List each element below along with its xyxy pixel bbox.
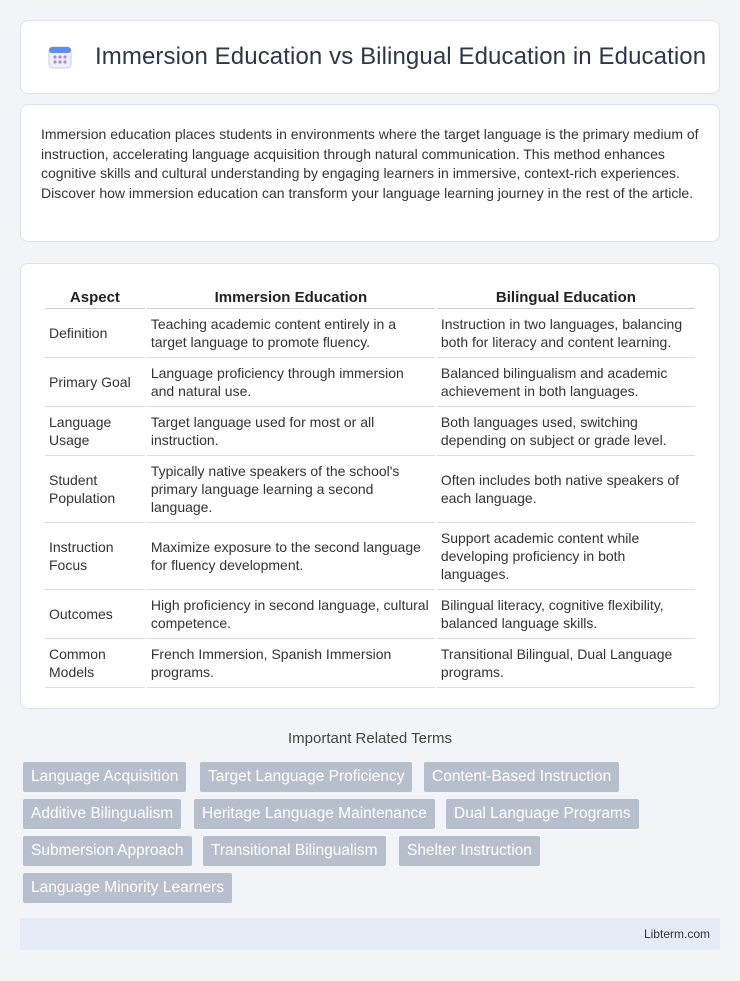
bilingual-cell: Balanced bilingualism and academic achievement in both languages. bbox=[437, 358, 695, 407]
aspect-cell: Student Population bbox=[45, 456, 145, 523]
table-row bbox=[45, 639, 695, 688]
comparison-table-card bbox=[20, 263, 720, 709]
table-row bbox=[45, 358, 695, 407]
bilingual-cell: Both languages used, switching depending on subject or grade level. bbox=[437, 407, 695, 456]
table-row bbox=[45, 590, 695, 639]
bilingual-cell: Instruction in two languages, balancing both for literacy and content learning. bbox=[437, 309, 695, 358]
immersion-cell: Maximize exposure to the second language for fluency development. bbox=[147, 523, 435, 590]
aspect-cell: Outcomes bbox=[45, 590, 145, 639]
column-header-aspect: Aspect bbox=[45, 284, 145, 309]
related-term-tag[interactable]: Language Minority Learners bbox=[23, 873, 232, 903]
column-header-bilingual: Bilingual Education bbox=[437, 284, 695, 309]
table-row bbox=[45, 407, 695, 456]
aspect-cell: Instruction Focus bbox=[45, 523, 145, 590]
table-row bbox=[45, 456, 695, 523]
related-term-tag[interactable]: Content-Based Instruction bbox=[424, 762, 619, 792]
footer bbox=[20, 918, 720, 950]
aspect-cell: Language Usage bbox=[45, 407, 145, 456]
page-title: Immersion Education vs Bilingual Education in Education bbox=[95, 43, 707, 70]
table-row bbox=[45, 523, 695, 590]
immersion-cell: Teaching academic content entirely in a target language to promote fluency. bbox=[147, 309, 435, 358]
related-term-tag[interactable]: Heritage Language Maintenance bbox=[194, 799, 435, 829]
bilingual-cell: Transitional Bilingual, Dual Language programs. bbox=[437, 639, 695, 688]
related-term-tag[interactable]: Transitional Bilingualism bbox=[203, 836, 386, 866]
immersion-cell: High proficiency in second language, cultural competence. bbox=[147, 590, 435, 639]
table-header-row bbox=[45, 284, 695, 309]
bilingual-cell: Support academic content while developing proficiency in both languages. bbox=[437, 523, 695, 590]
aspect-cell: Primary Goal bbox=[45, 358, 145, 407]
comparison-table bbox=[43, 284, 697, 688]
table-row bbox=[45, 309, 695, 358]
bilingual-cell: Bilingual literacy, cognitive flexibility, balanced language skills. bbox=[437, 590, 695, 639]
intro-text: Immersion education places students in environments where the target language is the primary medium of instruction, accelerating language acquisition through natural communication. This method enhances cognitive skills and cultural understanding by engaging learners in immersive, context-rich experiences. Discover how immersion education can transform your language learning journey in the rest of the article. bbox=[41, 126, 699, 201]
immersion-cell: Language proficiency through immersion and natural use. bbox=[147, 358, 435, 407]
immersion-cell: French Immersion, Spanish Immersion programs. bbox=[147, 639, 435, 688]
related-term-tag[interactable]: Target Language Proficiency bbox=[200, 762, 412, 792]
calendar-grid-icon bbox=[47, 44, 73, 70]
related-term-tag[interactable]: Dual Language Programs bbox=[446, 799, 639, 829]
related-term-tag[interactable]: Additive Bilingualism bbox=[23, 799, 181, 829]
header-card bbox=[20, 20, 720, 94]
column-header-immersion: Immersion Education bbox=[147, 284, 435, 309]
related-term-tag[interactable]: Language Acquisition bbox=[23, 762, 186, 792]
aspect-cell: Definition bbox=[45, 309, 145, 358]
immersion-cell: Typically native speakers of the school's primary language learning a second language. bbox=[147, 456, 435, 523]
related-term-tag[interactable]: Shelter Instruction bbox=[399, 836, 540, 866]
related-term-tag[interactable]: Submersion Approach bbox=[23, 836, 192, 866]
related-terms-title: Important Related Terms bbox=[288, 730, 452, 747]
footer-site-link[interactable]: Libterm.com bbox=[643, 927, 710, 941]
immersion-cell: Target language used for most or all instruction. bbox=[147, 407, 435, 456]
intro-card bbox=[20, 104, 720, 242]
aspect-cell: Common Models bbox=[45, 639, 145, 688]
bilingual-cell: Often includes both native speakers of each language. bbox=[437, 456, 695, 523]
